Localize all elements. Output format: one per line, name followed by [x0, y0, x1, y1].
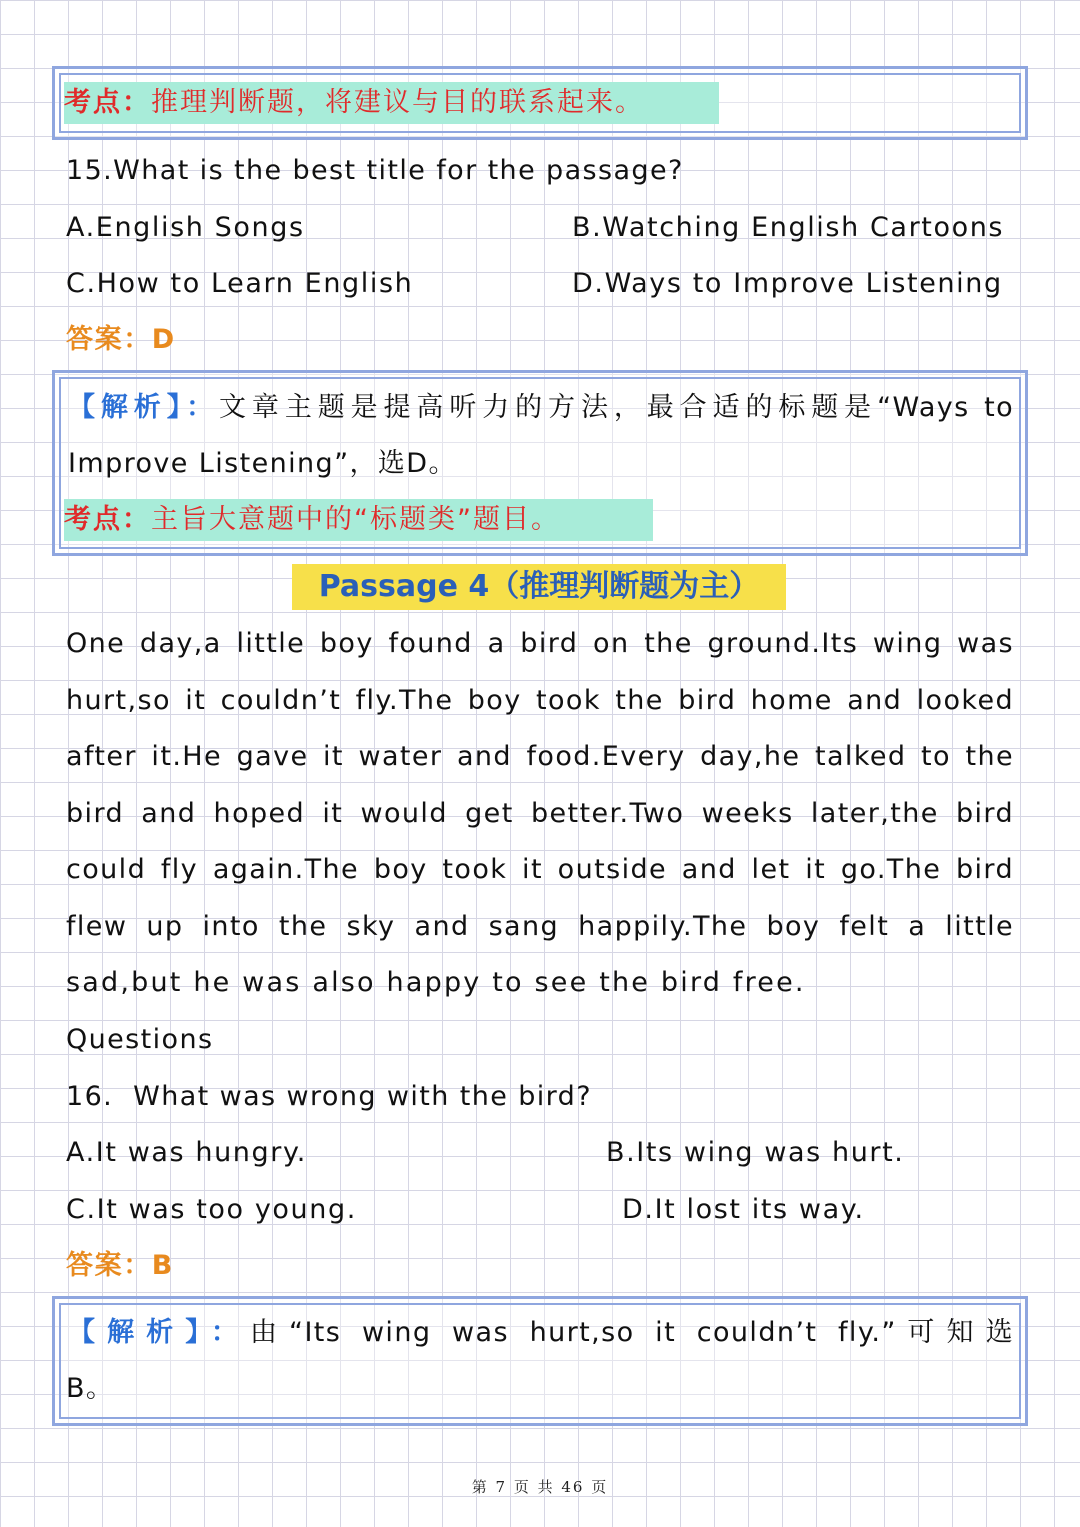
page-footer: 第 7 页 共 46 页 [471, 1478, 609, 1496]
key-point-highlight [64, 82, 719, 124]
answer-16: 答案：B [66, 1250, 174, 1281]
option-16-c: C.It was too young. [66, 1194, 357, 1225]
key-point-label: 考点： [64, 87, 151, 118]
passage-line-5: could fly again.The boy took it outside and let it go.The bird [66, 854, 1014, 885]
passage-line-4: bird and hoped it would get better.Two weeks later,the bird [66, 798, 1014, 829]
analysis-16-line-1 [68, 1313, 1014, 1353]
analysis-16-text-1: 由“Its wing was hurt,so it couldn’t fly.”可知选 [249, 1317, 1014, 1348]
key-point-15-text: 主旨大意题中的“标题类”题目。 [151, 504, 560, 535]
option-16-a: A.It was hungry. [66, 1137, 307, 1168]
passage-line-2: hurt,so it couldn’t fly.The boy took the bird home and looked [66, 685, 1014, 716]
option-16-d: D.It lost its way. [622, 1194, 865, 1225]
analysis-16-line-2: B。 [66, 1373, 115, 1404]
key-point-15-highlight [64, 499, 653, 541]
passage-line-7: sad,but he was also happy to see the bird free. [66, 967, 806, 998]
key-point-15-label: 考点： [64, 504, 151, 535]
option-16-b: B.Its wing was hurt. [606, 1137, 905, 1168]
analysis-15-line-1 [68, 388, 1014, 428]
option-15-d: D.Ways to Improve Listening [572, 268, 1003, 299]
analysis-15-line-2: Improve Listening”，选D。 [68, 448, 457, 479]
passage-line-3: after it.He gave it water and food.Every day,he talked to the [66, 741, 1014, 772]
option-15-c: C.How to Learn English [66, 268, 414, 299]
analysis-15-label: 【解析】： [68, 392, 220, 423]
question-15-text: 15.What is the best title for the passage? [66, 155, 684, 186]
option-15-b: B.Watching English Cartoons [572, 212, 1005, 243]
question-16-text: 16. What was wrong with the bird? [66, 1081, 592, 1112]
questions-heading: Questions [66, 1024, 214, 1055]
analysis-16-label: 【解析】： [68, 1317, 250, 1348]
passage-title: Passage 4（推理判断题为主） [292, 564, 786, 610]
option-15-a: A.English Songs [66, 212, 305, 243]
passage-line-6: flew up into the sky and sang happily.The boy felt a little [66, 911, 1014, 942]
passage-line-1: One day,a little boy found a bird on the ground.Its wing was [66, 628, 1014, 659]
key-point-text: 推理判断题，将建议与目的联系起来。 [151, 87, 644, 118]
answer-15: 答案：D [66, 324, 176, 355]
analysis-15-text-1: 文章主题是提高听力的方法，最合适的标题是“Ways to [219, 392, 1015, 423]
